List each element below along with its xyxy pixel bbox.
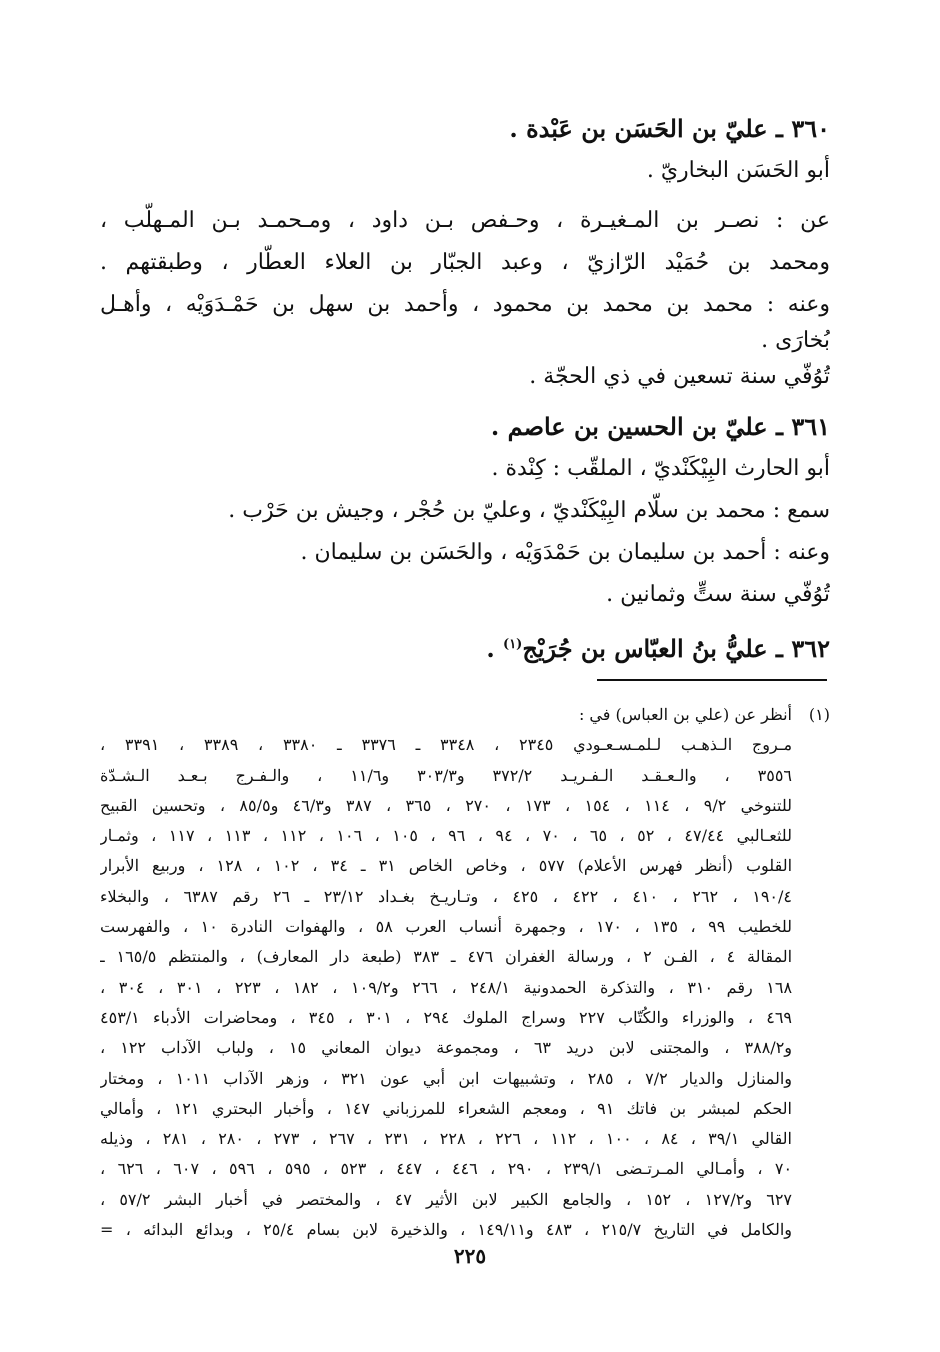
entry-heading: ٣٦٠ ـ عليّ بن الحَسَن بن عَبْدة . (509, 114, 830, 143)
footnote-line: والكامل في التاريخ ٢١٥/٧ ، ٤٨٣ و١٤٩/١١ ، والذخيرة لابن بسام ٢٥/٤ ، وبدائع البدائه ، = (100, 1220, 793, 1240)
entry-line: تُوُفّي سنة ستٍّ وثمانين . (606, 582, 830, 607)
entry-heading (100, 624, 830, 666)
footnote-line: القالي ٣٩/١ ، ٨٤ ، ١٠٠ ، ١١٢ ، ٢٢٦ ، ٢٢٨ ، ٢٣١ ، ٢٦٧ ، ٢٧٣ ، ٢٨٠ ، ٢٨١ ، وذيله (100, 1129, 793, 1149)
entry-heading: ٣٦١ ـ عليّ بن الحسين بن عاصم . (490, 412, 830, 441)
footnote-line: للثعـالبي ٤٧/٤٤ ، ٥٢ ، ٦٥ ، ٧٠ ، ٩٤ ، ٩٦ ، ١٠٥ ، ١٠٦ ، ١١٢ ، ١١٣ ، ١١٧ ، وثمـار (100, 826, 792, 846)
entry-line: تُوُفّي سنة تسعين في ذي الحجّة . (529, 364, 830, 389)
footnote-line: ٣٥٥٦ ، والـعـقـد الـفـريـد ٣٧٢/٢ و٣٠٣/٣ و١١/٦ ، والـفـرج بـعـد الـشـدّة (100, 765, 792, 785)
entry-line: عن : نصـر بن المـغيـرة ، وحـفص بـن داود ، ومـحمـد بـن المـهلّب ، (100, 208, 830, 233)
entry-line: أبو الحارث البِيْكَنْديّ ، الملقّب : كِنْدة . (491, 456, 830, 481)
entry-heading-text: ٣٦٢ ـ عليُّ بنُ العبّاس بن جُرَيْج (522, 634, 830, 663)
entry-line: وعنه : محمد بن محمد بن محمود ، وأحمد بن سهل بن حَمْـدَوَيْه ، وأهـل (100, 292, 830, 317)
footnote-line: والمنازل والديار ٧/٢ ، ٢٨٥ ، وتشبيهات ابن أبي عون ٣٢١ ، وزهر الآداب ١٠١١ ، ومختار (100, 1068, 792, 1088)
footnote-line: للخطيب ٩٩ ، ١٣٥ ، ١٧٠ ، وجمهرة أنساب العرب ٥٨ ، والهفوات النادرة ١٠ ، والفهرست (100, 917, 793, 937)
footnote-line: للتنوخي ٩/٢ ، ١١٤ ، ١٥٤ ، ١٧٣ ، ٢٧٠ ، ٣٦٥ ، ٣٨٧ و٤٦/٣ و٨٥/٥ ، وتحسين القبيح (100, 795, 792, 815)
footnote-line: المقالة ٤ ، الفـن ٢ ، ورسالة الغفران ٤٧٦ ـ ٣٨٣ (طبعة دار المعارف) ، والمنتظم ١٦٥/٥ ـ (100, 947, 793, 967)
footnote-line: ٤٦٩ ، والوزراء والكُتّاب ٢٢٧ وسراج الملوك ٢٩٤ ، ٣٠١ ، ٣٤٥ ، ومحاضرات الأدباء ٤٥٣/١ (100, 1007, 793, 1027)
footnote-number: (١) (808, 705, 830, 724)
footnote-line: الحكم لمبشر بن فاتك ٩١ ، ومعجم الشعراء للمرزباني ١٤٧ ، وأخبار البحتري ١٢١ ، وأمالي (100, 1098, 793, 1118)
entry-line: وعنه : أحمد بن سليمان بن حَمْدَوَيْه ، والحَسَن بن سليمان . (300, 540, 830, 565)
entry-line: أبو الحَسَن البخاريّ . (646, 158, 830, 183)
footnotes (100, 700, 830, 1245)
footnote-line: ١٦٨ رقم ٣١٠ ، والتذكرة الحمدونية ٢٤٨/١ ، ٢٦٦ و١٠٩/٢ ، ١٨٢ ، ٢٢٣ ، ٣٠١ ، ٣٠٤ ، (100, 977, 793, 997)
footnote-line: ٧٠ ، وأمـالي المـرتـضى ٢٣٩/١ ، ٢٩٠ ، ٤٤٦ ، ٤٤٧ ، ٥٢٣ ، ٥٩٥ ، ٥٩٦ ، ٦٠٧ ، ٦٢٦ ، (100, 1159, 793, 1179)
main-text (100, 108, 830, 666)
page-number: ٢٢٥ (453, 1244, 487, 1268)
entry-line: سمع : محمد بن سلّام البِيْكَنْديّ ، وعليّ بن حُجْر ، وجيش بن حَرْب . (228, 498, 830, 523)
footnote-line: ٦٢٧ و١٢٧/٢ ، ١٥٢ ، والجامع الكبير لابن الأثير ٤٧ ، والمختصر في أخبار البشر ٥٧/٢ ، (100, 1189, 793, 1209)
entry-heading-end: . (486, 634, 504, 663)
footnote-line: مـروج الـذهـب لـلمـسـعـودي ٢٣٤٥ ، ٣٣٤٨ ـ ٣٣٧٦ ـ ٣٣٨٠ ، ٣٣٨٩ ، ٣٣٩١ ، (100, 735, 793, 755)
entry-line: بُخارَى . (761, 328, 830, 353)
footnote-line: و٣٨٨/٢ ، والمجتنى لابن دريد ٦٣ ، ومجموعة ديوان المعاني ١٥ ، ولباب الآداب ١٢٢ ، (100, 1038, 793, 1058)
footnote-line: القلوب (أنظر فهرس الأعلام) ٥٧٧ ، وخاص الخاص ٣١ ـ ٣٤ ، ١٠٢ ، ١٢٨ ، وربيع الأبرار (100, 856, 793, 876)
footnote-line: ١٩٠/٤ ، ٢٦٢ ، ٤١٠ ، ٤٢٢ ، ٤٢٥ ، وتـاريـخ بغـداد ٢٣/١٢ ـ ٢٦ رقم ٦٣٨٧ ، والبخلاء (100, 886, 792, 906)
footnote-intro-line (100, 700, 830, 730)
entry-line: ومحمد بن حُمَيْد الرّازيّ ، وعبد الجبّار بن العلاء العطّار ، وطبقتهم . (100, 250, 830, 275)
footnote-divider (597, 679, 827, 681)
footnote-marker: (١) (503, 637, 523, 652)
footnote-intro: أنظر عن (علي بن العباس) في : (578, 705, 792, 724)
